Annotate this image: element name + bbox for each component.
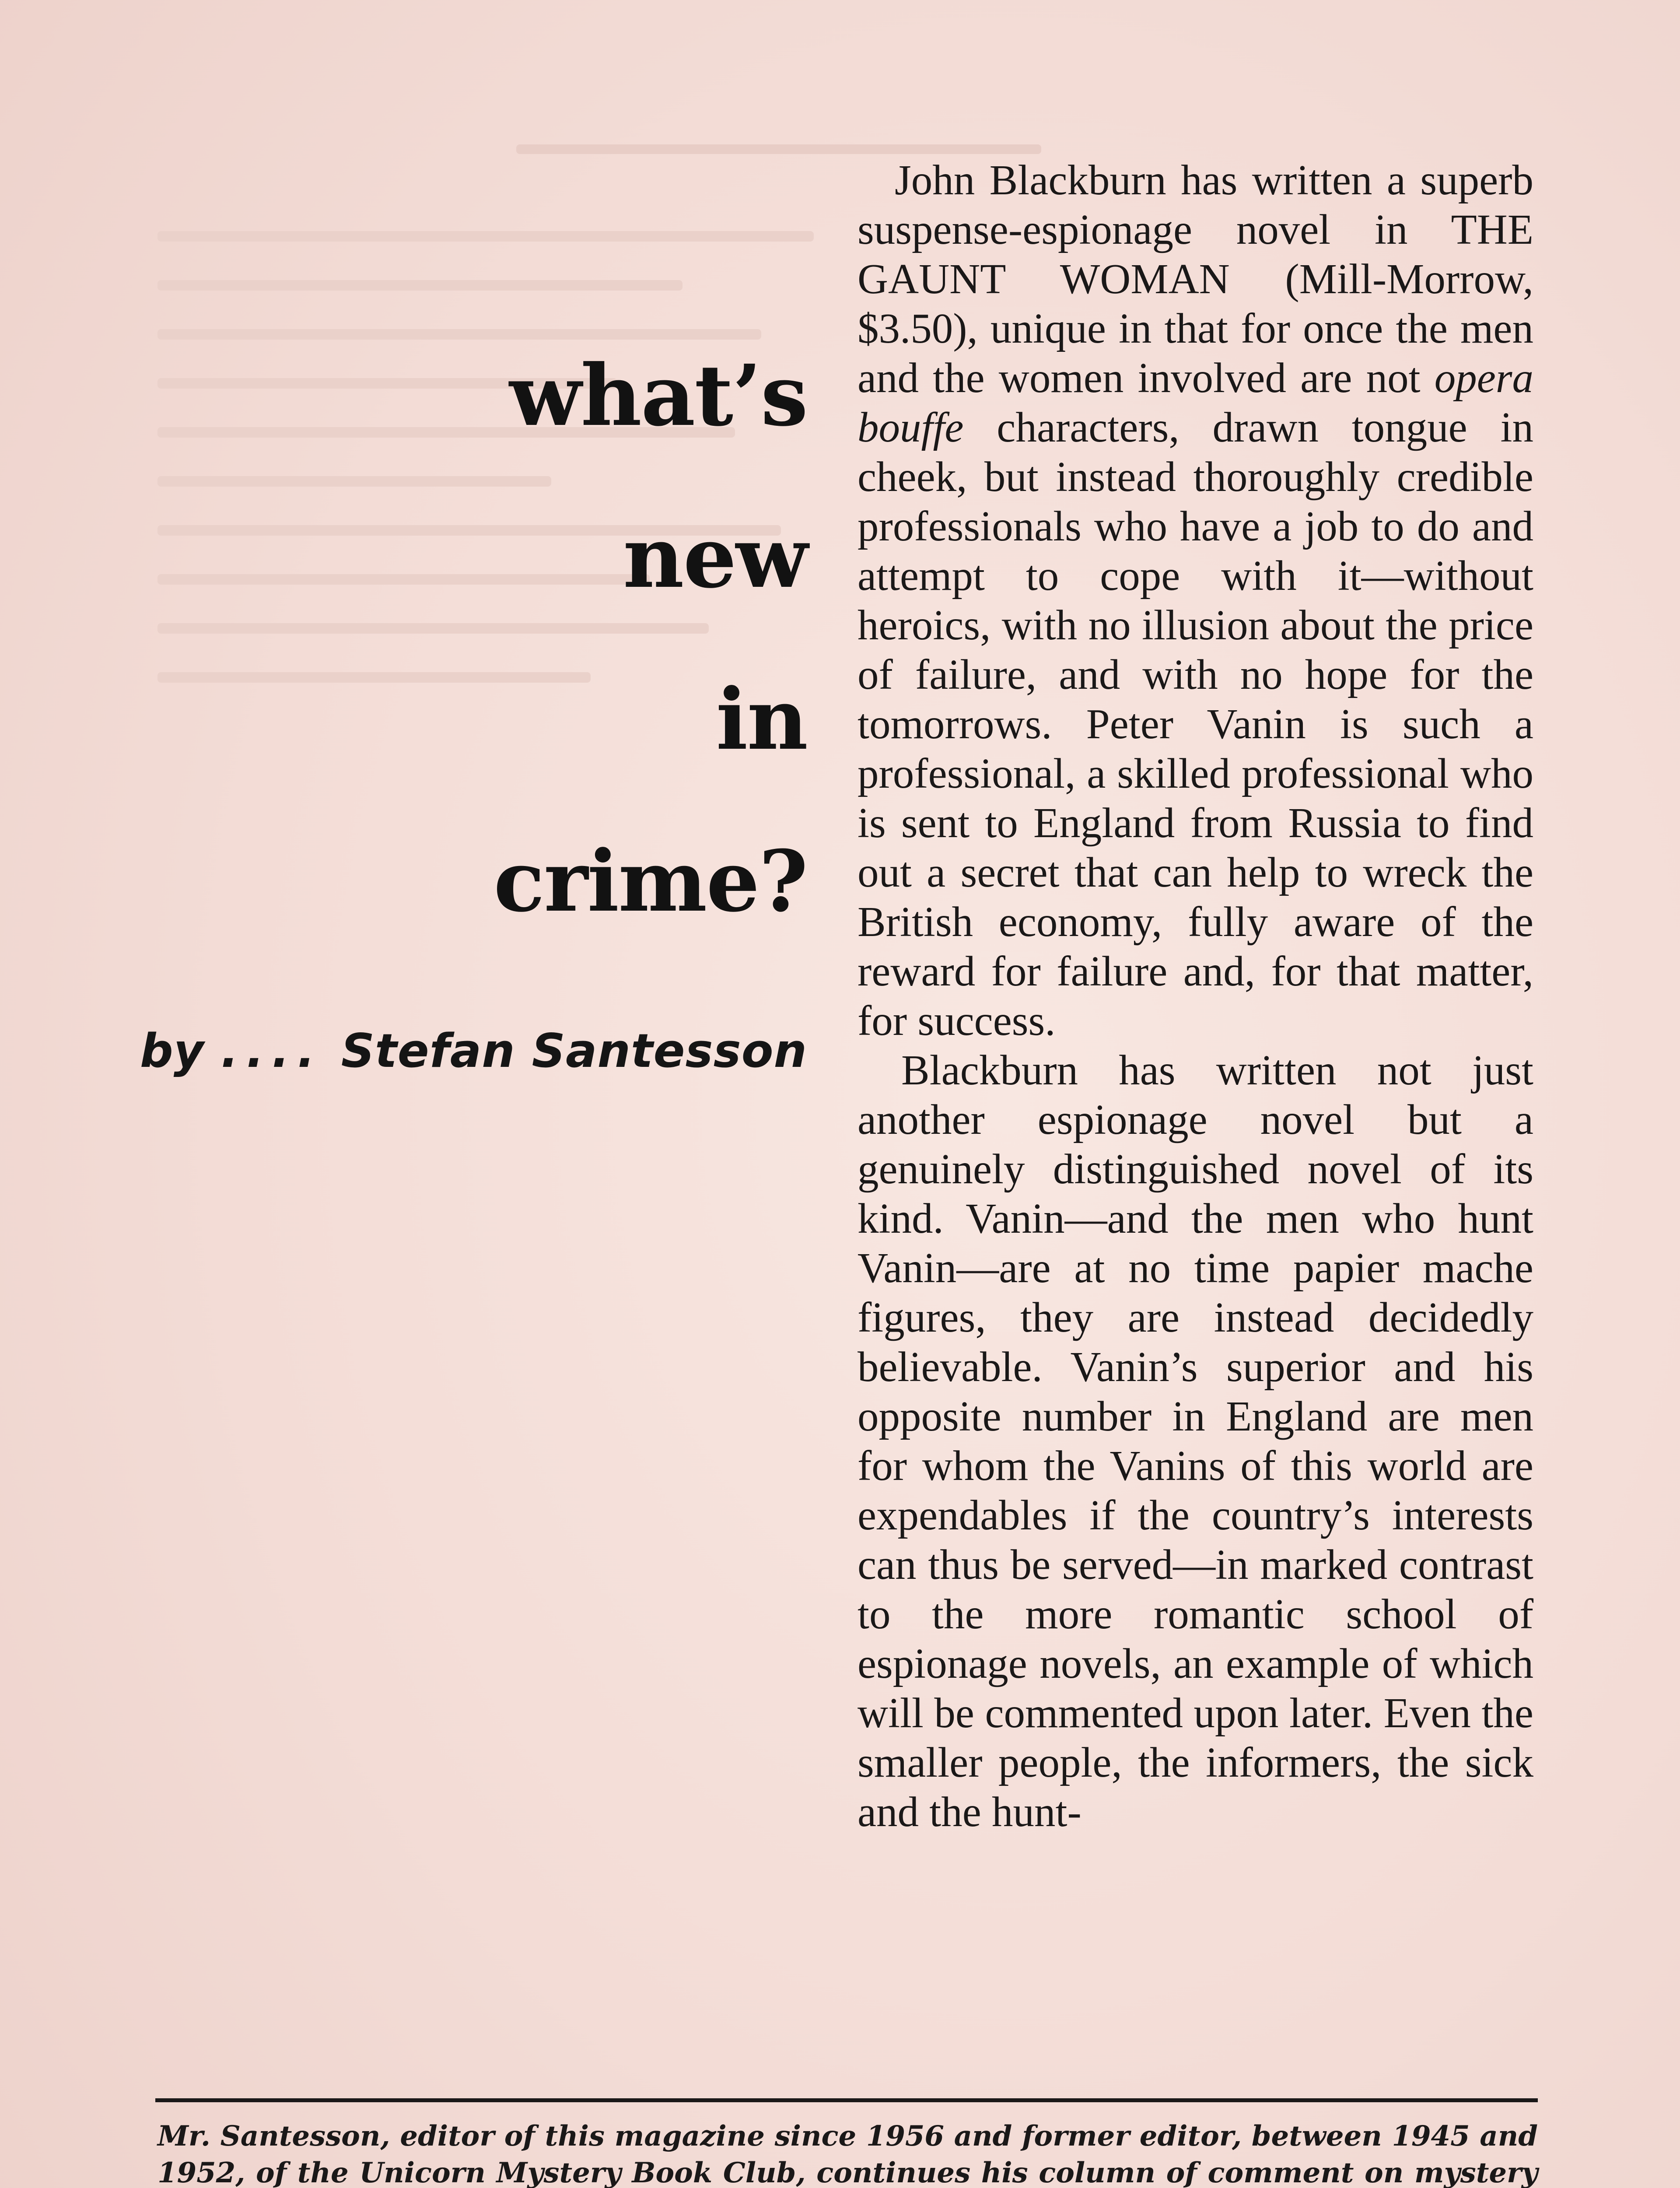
article-body	[858, 155, 1533, 1837]
show-through-running-head	[516, 144, 1041, 154]
paragraph-1-text-a: John Blackburn has written a superb suspense-espionage novel in THE GAUNT WOMAN (Mill-Morrow, $3.50), unique in that for once the men and the women involved are not	[858, 157, 1533, 401]
paragraph-1-emphasis: opera bouffe	[858, 354, 1533, 451]
byline-dots: ....	[220, 1024, 323, 1078]
byline-prefix: by	[140, 1024, 204, 1078]
byline-author: Stefan Santesson	[341, 1024, 807, 1078]
headline-line-crime: crime?	[494, 832, 807, 931]
headline-line-new: new	[623, 508, 807, 607]
author-footnote: Mr. Santesson, editor of this magazine since 1956 and former editor, between 1945 and 1952, of the Unicorn Mystery Book Club, continues his column of comment on mystery	[158, 2120, 1538, 2188]
byline	[140, 1024, 807, 1078]
footnote-rule-top	[155, 2098, 1538, 2102]
paragraph-1-text-b: characters, drawn tongue in cheek, but instead thoroughly credible professionals who have a job to do and attempt to cope with it—without heroics, with no illusion about the price of failure, and with no hope for the tomorrows. Peter Vanin is such a professional, a skilled professional who is sent to England from Russia to find out a secret that can help to wreck the British economy, fully aware of the reward for failure and, for that matter, for success.	[858, 404, 1533, 1044]
paragraph-2: Blackburn has written not just another espionage novel but a genuinely distinguished novel of its kind. Vanin—and the men who hunt Vanin—are at no time papier mache figures, they are instead decidedly believable. Vanin’s superior and his opposite number in England are men for whom the Vanins of this world are expendables if the country’s interests can thus be served—in marked contrast to the more romantic school of espionage novels, an example of which will be commented upon later. Even the smaller people, the informers, the sick and the hunt-	[858, 1047, 1533, 1835]
headline-line-in: in	[716, 670, 807, 769]
paragraph-1	[858, 155, 1533, 1045]
headline-line-whats: what’s	[509, 347, 807, 445]
article-headline	[494, 315, 807, 963]
